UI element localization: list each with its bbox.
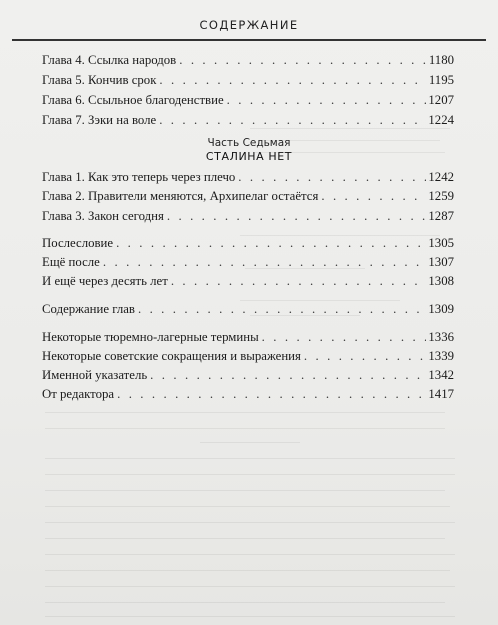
part-title: СТАЛИНА НЕТ [205,150,293,163]
toc-entry-title: От редактора [42,387,115,401]
leader-dots [167,208,427,225]
toc-entry-page: 1305 [428,236,454,250]
leader-dots [117,386,426,403]
toc-entry-page: 1307 [428,255,454,269]
part-label: Часть Седьмая [207,137,291,149]
toc-entry [42,169,454,186]
toc-entry-page: 1207 [428,93,454,107]
toc-entry-title: Глава 6. Ссыльное благоденствие [42,93,224,107]
toc-entry [42,367,454,384]
leader-dots [116,235,426,252]
header-rule [12,39,486,41]
toc-entry [42,301,454,318]
toc-entry [42,386,454,403]
leader-dots [304,348,427,365]
toc-entry-title: Именной указатель [42,368,148,382]
toc-entry-page: 1308 [428,274,454,288]
leader-dots [103,254,427,271]
toc-entry-title: Глава 7. Зэки на воле [42,113,157,127]
toc-entry [42,235,454,252]
toc-entry-title: Глава 3. Закон сегодня [42,209,164,223]
toc-entry [42,254,454,271]
toc-entry-title: Глава 2. Правители меняются, Архипелаг остаётся [42,189,319,203]
leader-dots [262,329,427,346]
toc-entry-title: Ещё после [42,255,100,269]
toc-entry [42,188,454,205]
toc-entry [42,72,454,89]
toc-entry-title: Послесловие [42,236,114,250]
toc-entry-page: 1309 [428,302,454,316]
leader-dots [227,92,427,109]
leader-dots [138,301,426,318]
toc-entry-page: 1195 [428,73,454,87]
leader-dots [150,367,426,384]
toc-entry-title: Глава 5. Кончив срок [42,73,157,87]
toc-entry [42,273,454,290]
toc-entry-page: 1417 [428,387,454,401]
toc-entry-page: 1336 [428,330,454,344]
toc-entry-page: 1259 [428,189,454,203]
leader-dots [171,273,427,290]
toc-entry [42,208,454,225]
toc-entry-page: 1180 [428,53,454,67]
toc-entry-title: Содержание глав [42,302,135,316]
leader-dots [238,169,426,186]
leader-dots [321,188,426,205]
toc-entry-page: 1224 [428,113,454,127]
page-header-title: СОДЕРЖАНИЕ [199,18,299,32]
toc-entry-title: И ещё через десять лет [42,274,168,288]
toc-entry [42,329,454,346]
toc-entry-title: Некоторые советские сокращения и выражения [42,349,301,363]
toc-entry [42,92,454,109]
leader-dots [179,52,427,69]
leader-dots [159,112,426,129]
toc-entry-title: Глава 1. Как это теперь через плечо [42,170,236,184]
toc-entry [42,348,454,365]
toc-entry-page: 1339 [428,349,454,363]
toc-entry [42,112,454,129]
leader-dots [159,72,426,89]
toc-entry-page: 1342 [428,368,454,382]
toc-entry-title: Глава 4. Ссылка народов [42,53,177,67]
toc-entry-title: Некоторые тюремно-лагерные термины [42,330,259,344]
toc-entry-page: 1287 [428,209,454,223]
toc-entry-page: 1242 [428,170,454,184]
toc-entry [42,52,454,69]
